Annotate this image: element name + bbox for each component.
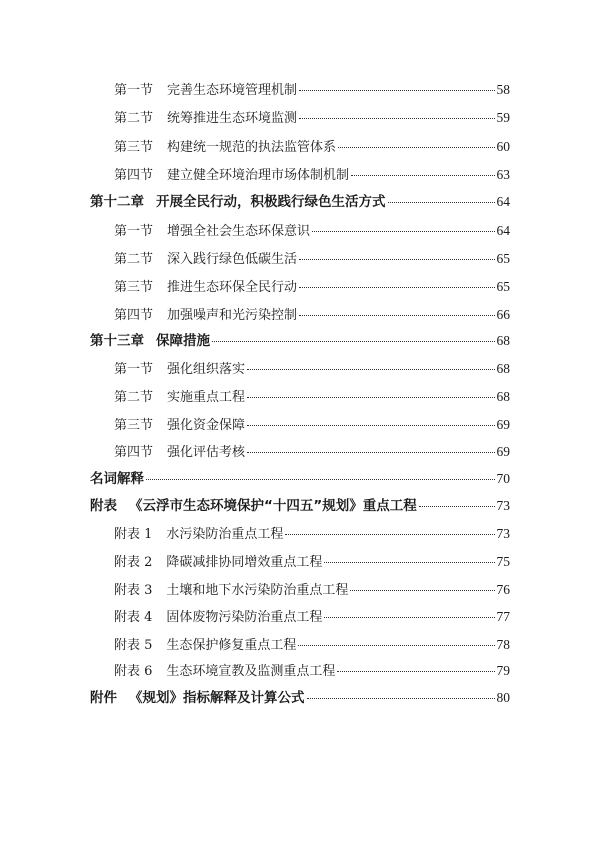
toc-entry-page-number: 65 — [496, 279, 510, 294]
toc-entry-page-number: 68 — [496, 361, 510, 376]
dot-leader — [247, 451, 494, 453]
toc-entry[interactable] — [90, 690, 510, 706]
toc-entry-number: 第四节 — [114, 445, 154, 460]
dot-leader — [299, 89, 494, 91]
dot-leader — [285, 533, 494, 535]
toc-entry-title: 生态保护修复重点工程 — [166, 638, 297, 653]
toc-entry-title: 《规划》指标解释及计算公式 — [129, 690, 305, 706]
toc-entry-title: 完善生态环境管理机制 — [167, 83, 298, 98]
toc-entry[interactable] — [114, 110, 510, 127]
dot-leader — [247, 368, 494, 370]
dot-leader — [299, 258, 494, 260]
toc-entry-page-number: 58 — [496, 82, 510, 97]
toc-entry-title: 深入践行绿色低碳生活 — [167, 252, 298, 267]
dot-leader — [299, 314, 494, 316]
toc-entry-title: 强化资金保障 — [167, 418, 246, 433]
toc-entry-number: 附表 4 — [114, 610, 153, 625]
toc-entry-page-number: 66 — [496, 307, 510, 322]
toc-entry-number: 附表 5 — [114, 638, 153, 653]
toc-entry[interactable] — [114, 389, 510, 406]
toc-entry-number: 附件 — [90, 690, 117, 706]
dot-leader — [307, 697, 495, 699]
dot-leader — [324, 616, 494, 618]
toc-entry[interactable] — [114, 223, 510, 240]
toc-entry-page-number: 60 — [496, 139, 510, 154]
toc-entry-title: 实施重点工程 — [167, 390, 246, 405]
toc-entry-title: 统筹推进生态环境监测 — [167, 111, 298, 126]
toc-entry-page-number: 65 — [496, 251, 510, 266]
toc-entry[interactable] — [114, 526, 510, 543]
toc-entry[interactable] — [114, 554, 510, 571]
toc-entry-page-number: 59 — [496, 110, 510, 125]
toc-entry-page-number: 68 — [496, 333, 510, 348]
toc-entry-title: 建立健全环境治理市场体制机制 — [167, 168, 350, 183]
toc-entry[interactable] — [90, 333, 510, 349]
toc-entry-number: 第四节 — [114, 168, 154, 183]
toc-entry-number: 第三节 — [114, 418, 154, 433]
toc-entry-number: 第一节 — [114, 224, 154, 239]
toc-entry[interactable] — [90, 194, 510, 210]
toc-entry-number: 第二节 — [114, 390, 154, 405]
toc-entry-number: 第二节 — [114, 252, 154, 267]
toc-entry-title: 强化组织落实 — [167, 362, 246, 377]
toc-entry[interactable] — [114, 663, 510, 680]
toc-entry[interactable] — [114, 582, 510, 599]
toc-entry[interactable] — [114, 637, 510, 654]
dot-leader — [247, 424, 494, 426]
toc-entry[interactable] — [114, 139, 510, 156]
toc-entry-number: 第二节 — [114, 111, 154, 126]
toc-entry-title: 强化评估考核 — [167, 445, 246, 460]
dot-leader — [351, 174, 494, 176]
toc-entry[interactable] — [114, 444, 510, 461]
dot-leader — [299, 286, 494, 288]
toc-entry-title: 名词解释 — [90, 471, 144, 487]
toc-entry-title: 推进生态环保全民行动 — [167, 280, 298, 295]
toc-entry-title: 降碳减排协同增效重点工程 — [166, 555, 323, 570]
toc-entry-title: 保障措施 — [156, 333, 210, 349]
toc-entry-page-number: 76 — [496, 582, 510, 597]
toc-entry-title: 增强全社会生态环保意识 — [167, 224, 311, 239]
dot-leader — [419, 505, 495, 507]
dot-leader — [299, 117, 494, 119]
toc-entry[interactable] — [114, 307, 510, 324]
dot-leader — [388, 201, 495, 203]
dot-leader — [146, 478, 495, 480]
toc-entry[interactable] — [114, 251, 510, 268]
toc-entry[interactable] — [114, 417, 510, 434]
dot-leader — [212, 340, 495, 342]
dot-leader — [350, 589, 494, 591]
toc-entry-number: 附表 2 — [114, 555, 153, 570]
dot-leader — [337, 670, 494, 672]
toc-entry-number: 第四节 — [114, 308, 154, 323]
toc-entry-number: 第十二章 — [90, 194, 144, 210]
toc-entry-page-number: 79 — [496, 663, 510, 678]
toc-entry-number: 附表 — [90, 498, 117, 514]
toc-entry-number: 附表 1 — [114, 527, 153, 542]
dot-leader — [247, 396, 494, 398]
toc-entry[interactable] — [114, 609, 510, 626]
toc-entry[interactable] — [114, 167, 510, 184]
toc-entry-page-number: 77 — [496, 609, 510, 624]
toc-entry-page-number: 73 — [496, 526, 510, 541]
toc-entry-number: 附表 3 — [114, 583, 153, 598]
toc-entry[interactable] — [90, 471, 510, 487]
toc-entry-page-number: 68 — [496, 389, 510, 404]
toc-entry-page-number: 69 — [496, 417, 510, 432]
toc-entry[interactable] — [114, 361, 510, 378]
toc-entry-number: 第三节 — [114, 140, 154, 155]
toc-entry-title: 固体废物污染防治重点工程 — [166, 610, 323, 625]
toc-entry[interactable] — [90, 498, 510, 514]
toc-entry-page-number: 73 — [496, 498, 510, 513]
toc-entry-page-number: 64 — [496, 194, 510, 209]
toc-entry-page-number: 70 — [496, 471, 510, 486]
toc-entry-page-number: 64 — [496, 223, 510, 238]
dot-leader — [298, 644, 494, 646]
toc-entry-title: 构建统一规范的执法监管体系 — [167, 140, 337, 155]
toc-entry-page-number: 75 — [496, 554, 510, 569]
toc-entry-title: 土壤和地下水污染防治重点工程 — [166, 583, 349, 598]
toc-entry-page-number: 80 — [496, 690, 510, 705]
toc-entry-page-number: 69 — [496, 444, 510, 459]
toc-entry[interactable] — [114, 279, 510, 296]
toc-entry-page-number: 78 — [496, 637, 510, 652]
dot-leader — [338, 146, 494, 148]
toc-entry-number: 第一节 — [114, 83, 154, 98]
toc-entry[interactable] — [114, 82, 510, 99]
toc-entry-number: 第三节 — [114, 280, 154, 295]
toc-entry-number: 第一节 — [114, 362, 154, 377]
dot-leader — [312, 230, 494, 232]
toc-entry-title: 《云浮市生态环境保护“十四五”规划》重点工程 — [129, 498, 417, 514]
toc-entry-title: 开展全民行动，积极践行绿色生活方式 — [156, 194, 386, 210]
toc-entry-page-number: 63 — [496, 167, 510, 182]
toc-entry-number: 附表 6 — [114, 664, 153, 679]
toc-entry-title: 生态环境宣教及监测重点工程 — [166, 664, 336, 679]
dot-leader — [324, 561, 494, 563]
toc-entry-title: 加强噪声和光污染控制 — [167, 308, 298, 323]
toc-entry-number: 第十三章 — [90, 333, 144, 349]
toc-entry-title: 水污染防治重点工程 — [166, 527, 284, 542]
